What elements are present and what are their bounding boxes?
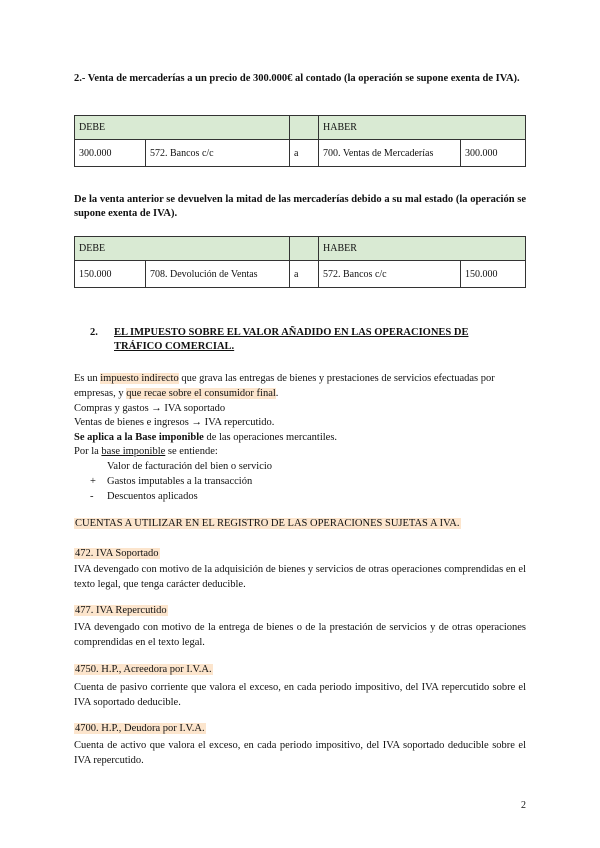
ledger-header-row xyxy=(75,237,526,261)
account-title-text: 477. IVA Repercutido xyxy=(75,605,167,616)
account-desc-4700: Cuenta de activo que valora el exceso, en cada periodo impositivo, del IVA soportado deducible sobre el IVA repercutido. xyxy=(74,740,526,766)
account-desc-472: IVA devengado con motivo de la adquisición de bienes y servicios de otras operaciones comprendidas en el texto legal, que tenga carácter deducible. xyxy=(74,564,526,590)
debe-account: 708. Devolución de Ventas xyxy=(146,261,290,288)
intro-text: empresas, y xyxy=(74,388,127,399)
cuentas-title xyxy=(74,518,461,529)
debe-header: DEBE xyxy=(75,237,290,261)
valor-line: Valor de facturación del bien o servicio xyxy=(107,461,273,472)
intro-text: . xyxy=(275,388,279,399)
ledger-row xyxy=(75,261,526,288)
account-title-472 xyxy=(74,548,160,559)
account-desc-477: IVA devengado con motivo de la entrega de bienes o de la prestación de servicios y de otras operaciones comprendidas en el texto legal. xyxy=(74,622,526,648)
descuentos-text: Descuentos aplicados xyxy=(107,491,198,502)
account-title-text: 4750. H.P., Acreedora por I.V.A. xyxy=(75,664,212,675)
separator-a: a xyxy=(290,261,319,288)
compras-line: Compras y gastos → IVA soportado xyxy=(74,403,226,414)
separator-a: a xyxy=(290,140,319,167)
haber-header: HABER xyxy=(319,116,526,140)
ledger-table-venta xyxy=(74,115,526,167)
haber-account: 572. Bancos c/c xyxy=(319,261,461,288)
ledger-table-devolucion xyxy=(74,236,526,288)
por-la-line xyxy=(74,445,526,460)
se-entiende-text: se entiende: xyxy=(165,446,218,457)
account-title-text: 472. IVA Soportado xyxy=(75,548,159,559)
separator-header xyxy=(290,237,319,261)
base-imponible-underlined: base imponible xyxy=(101,446,166,457)
account-desc-4750: Cuenta de pasivo corriente que valora el exceso, en cada periodo impositivo, del IVA repercutido sobre el IVA soportado deducible. xyxy=(74,682,526,708)
account-title-4700 xyxy=(74,723,206,734)
debe-header: DEBE xyxy=(75,116,290,140)
plus-symbol: + xyxy=(90,476,96,487)
descuentos-line xyxy=(90,490,198,505)
base-rest: de las operaciones mercantiles. xyxy=(203,432,338,443)
page-number: 2 xyxy=(521,800,526,811)
account-title-477 xyxy=(74,605,168,616)
section-title-line2: TRÁFICO COMERCIAL. xyxy=(114,341,235,352)
base-bold: Se aplica a la Base imponible xyxy=(74,432,204,443)
intro-text: que grava las entregas de bienes y prestaciones de servicios efectuadas por xyxy=(178,373,495,384)
intro-line-2 xyxy=(74,387,526,402)
section-heading-venta: 2.- Venta de mercaderías a un precio de 300.000€ al contado (la operación se supone exenta de IVA). xyxy=(74,73,520,84)
debe-account: 572. Bancos c/c xyxy=(146,140,290,167)
section-heading-devolucion: De la venta anterior se devuelven la mitad de las mercaderías debido a su mal estado (la operación se supone exenta de IVA). xyxy=(74,194,526,219)
intro-line-1 xyxy=(74,372,526,387)
haber-amount: 300.000 xyxy=(461,140,526,167)
section-number: 2. xyxy=(90,327,98,338)
minus-symbol: - xyxy=(90,491,94,502)
iva-section-heading xyxy=(90,326,526,354)
section-title-line1: EL IMPUESTO SOBRE EL VALOR AÑADIDO EN LAS OPERACIONES DE xyxy=(114,327,469,338)
intro-text: Es un xyxy=(74,373,101,384)
ventas-line: Ventas de bienes e ingresos → IVA repercutido. xyxy=(74,417,275,428)
ledger-header-row xyxy=(75,116,526,140)
gastos-text: Gastos imputables a la transacción xyxy=(107,476,253,487)
account-title-text: 4700. H.P., Deudora por I.V.A. xyxy=(75,723,205,734)
haber-header: HABER xyxy=(319,237,526,261)
haber-account: 700. Ventas de Mercaderías xyxy=(319,140,461,167)
por-la-text: Por la xyxy=(74,446,102,457)
base-line xyxy=(74,431,526,446)
cuentas-title-text: CUENTAS A UTILIZAR EN EL REGISTRO DE LAS OPERACIONES SUJETAS A IVA. xyxy=(75,518,460,529)
highlight-consumidor-final: que recae sobre el consumidor final xyxy=(126,388,276,399)
gastos-line xyxy=(90,475,252,490)
ledger-row xyxy=(75,140,526,167)
debe-amount: 150.000 xyxy=(75,261,146,288)
debe-amount: 300.000 xyxy=(75,140,146,167)
haber-amount: 150.000 xyxy=(461,261,526,288)
account-title-4750 xyxy=(74,664,213,675)
separator-header xyxy=(290,116,319,140)
highlight-impuesto-indirecto: impuesto indirecto xyxy=(100,373,179,384)
